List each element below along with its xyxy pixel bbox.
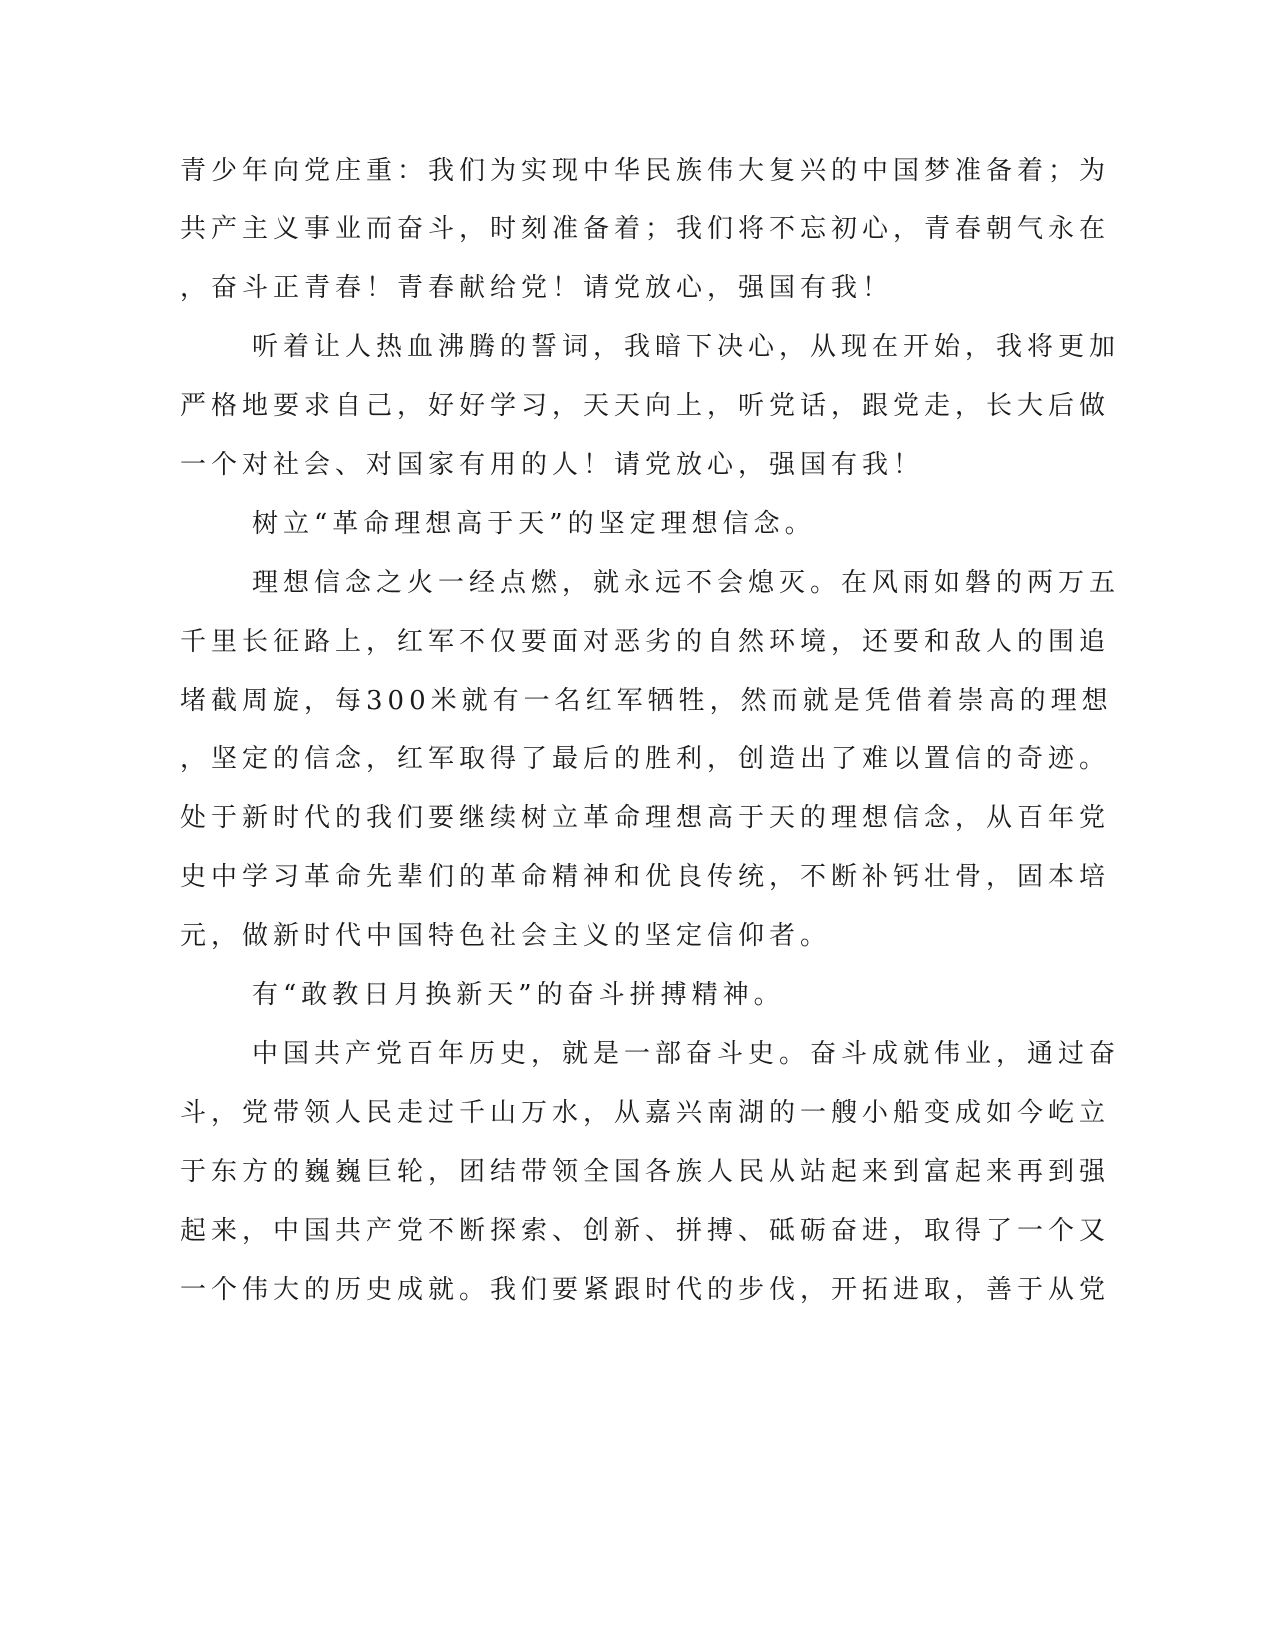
text-line: 一个对社会、对国家有用的人！请党放心，强国有我！ bbox=[180, 450, 925, 480]
text-line: ，坚定的信念，红军取得了最后的胜利，创造出了难以置信的奇迹。 bbox=[180, 744, 1111, 774]
text-line: 史中学习革命先辈们的革命精神和优良传统，不断补钙壮骨，固本培 bbox=[180, 862, 1111, 892]
text-line: 斗，党带领人民走过千山万水，从嘉兴南湖的一艘小船变成如今屹立 bbox=[180, 1098, 1111, 1128]
text-line: 听着让人热血沸腾的誓词，我暗下决心，从现在开始，我将更加 bbox=[252, 332, 1121, 362]
text-line: 元，做新时代中国特色社会主义的坚定信仰者。 bbox=[180, 921, 832, 951]
text-line: 严格地要求自己，好好学习，天天向上，听党话，跟党走，长大后做 bbox=[180, 391, 1111, 421]
text-line: 中国共产党百年历史，就是一部奋斗史。奋斗成就伟业，通过奋 bbox=[252, 1039, 1121, 1069]
text-line: 起来，中国共产党不断探索、创新、拼搏、砥砺奋进，取得了一个又 bbox=[180, 1216, 1111, 1246]
section-heading: 有“敢教日月换新天”的奋斗拼搏精神。 bbox=[252, 980, 785, 1010]
text-line: 理想信念之火一经点燃，就永远不会熄灭。在风雨如磐的两万五 bbox=[252, 568, 1121, 598]
text-line: 于东方的巍巍巨轮，团结带领全国各族人民从站起来到富起来再到强 bbox=[180, 1157, 1111, 1187]
text-line: 堵截周旋，每300米就有一名红军牺牲，然而就是凭借着崇高的理想 bbox=[180, 686, 1113, 716]
text-line: 一个伟大的历史成就。我们要紧跟时代的步伐，开拓进取，善于从党 bbox=[180, 1275, 1111, 1305]
text-line: 共产主义事业而奋斗，时刻准备着；我们将不忘初心，青春朝气永在 bbox=[180, 214, 1111, 244]
text-line: 青少年向党庄重：我们为实现中华民族伟大复兴的中国梦准备着；为 bbox=[180, 156, 1111, 186]
text-line: ，奋斗正青春！青春献给党！请党放心，强国有我！ bbox=[180, 273, 894, 303]
text-line: 千里长征路上，红军不仅要面对恶劣的自然环境，还要和敌人的围追 bbox=[180, 627, 1111, 657]
section-heading: 树立“革命理想高于天”的坚定理想信念。 bbox=[252, 509, 816, 539]
text-line: 处于新时代的我们要继续树立革命理想高于天的理想信念，从百年党 bbox=[180, 803, 1111, 833]
